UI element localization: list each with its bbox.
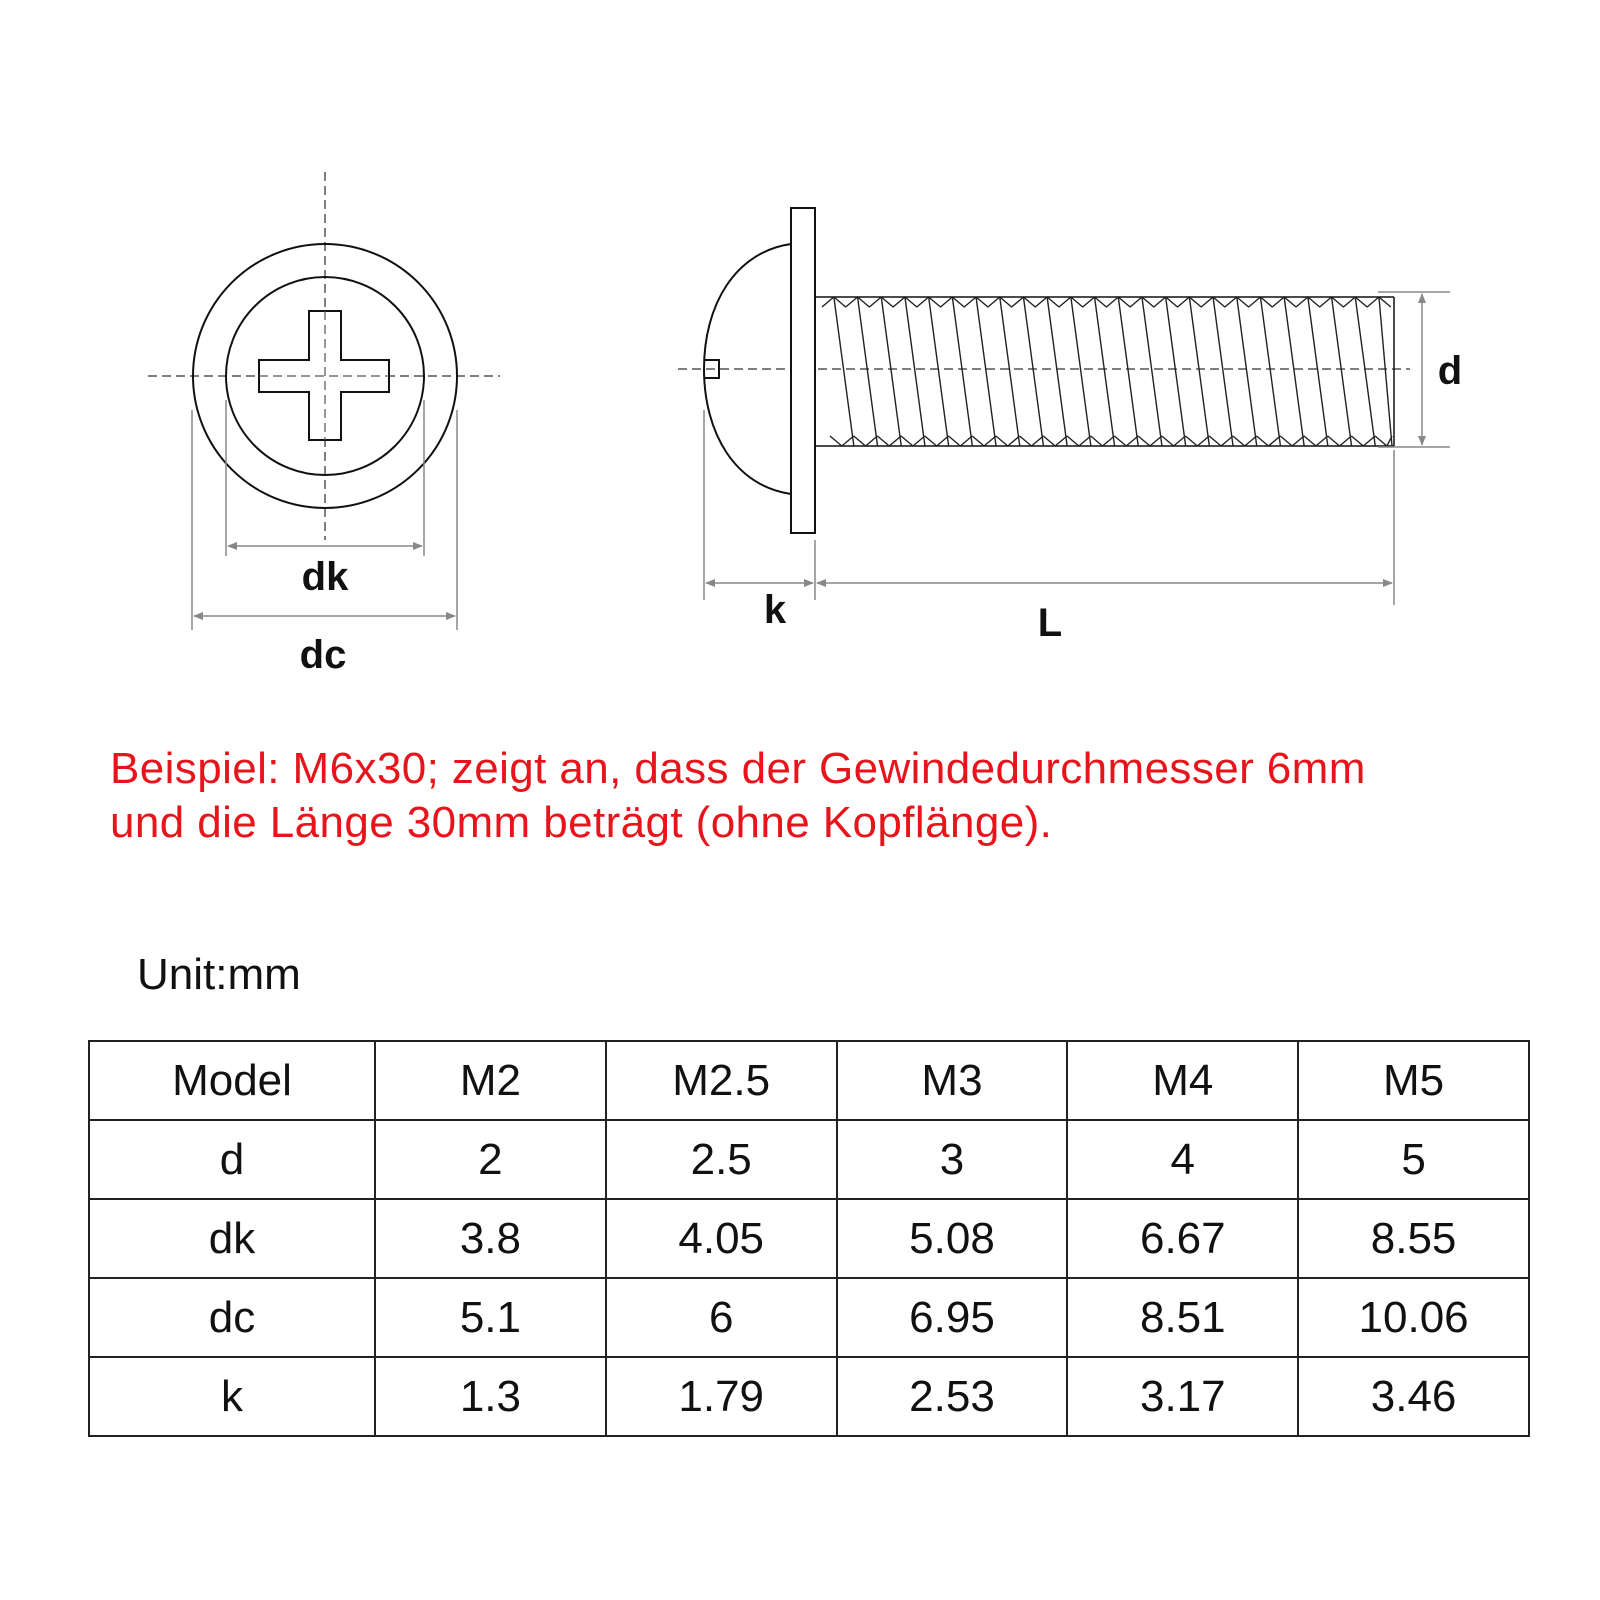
dc-label: dc [299,633,347,677]
table-cell: 5.08 [837,1199,1068,1278]
top-view [148,172,500,677]
example-note [110,742,1570,850]
table-cell: 8.51 [1067,1278,1298,1357]
table-cell: 4.05 [606,1199,837,1278]
unit-label: Unit:mm [137,950,301,999]
table-row-label: d [89,1120,375,1199]
table-header-cell: M5 [1298,1041,1529,1120]
table-cell: 5 [1298,1120,1529,1199]
table-cell: 6.95 [837,1278,1068,1357]
table-cell: 2.53 [837,1357,1068,1436]
table-header-cell: M4 [1067,1041,1298,1120]
table-cell: 3.8 [375,1199,606,1278]
table-cell: 4 [1067,1120,1298,1199]
table-cell: 3.17 [1067,1357,1298,1436]
table-header-cell: M3 [837,1041,1068,1120]
table-cell: 6.67 [1067,1199,1298,1278]
L-dimension [817,450,1394,605]
screw-drawing [0,0,1600,700]
table-row-label: dk [89,1199,375,1278]
table-cell: 1.79 [606,1357,837,1436]
thread [822,297,1392,446]
table-cell: 1.3 [375,1357,606,1436]
k-label: k [763,588,787,632]
table-cell: 3 [837,1120,1068,1199]
table-cell: 5.1 [375,1278,606,1357]
table-row [89,1278,1529,1357]
example-note-line-1: Beispiel: M6x30; zeigt an, dass der Gewindedurchmesser 6mm [110,744,1366,793]
table-cell: 2.5 [606,1120,837,1199]
table-row [89,1357,1529,1436]
table-cell: 10.06 [1298,1278,1529,1357]
example-note-line-2: und die Länge 30mm beträgt (ohne Kopflänge). [110,798,1053,847]
washer-flange [791,208,815,533]
table-row [89,1199,1529,1278]
table-header-cell: M2 [375,1041,606,1120]
table-header-row [89,1041,1529,1120]
table-cell: 8.55 [1298,1199,1529,1278]
table-row [89,1120,1529,1199]
table-row-label: k [89,1357,375,1436]
table-header-cell: Model [89,1041,375,1120]
spec-table [88,1040,1530,1437]
dk-label: dk [301,555,349,599]
d-label: d [1437,349,1463,393]
table-header-cell: M2.5 [606,1041,837,1120]
table-cell: 6 [606,1278,837,1357]
L-label: L [1037,601,1063,645]
table-cell: 3.46 [1298,1357,1529,1436]
table-cell: 2 [375,1120,606,1199]
table-row-label: dc [89,1278,375,1357]
side-view [678,208,1462,645]
